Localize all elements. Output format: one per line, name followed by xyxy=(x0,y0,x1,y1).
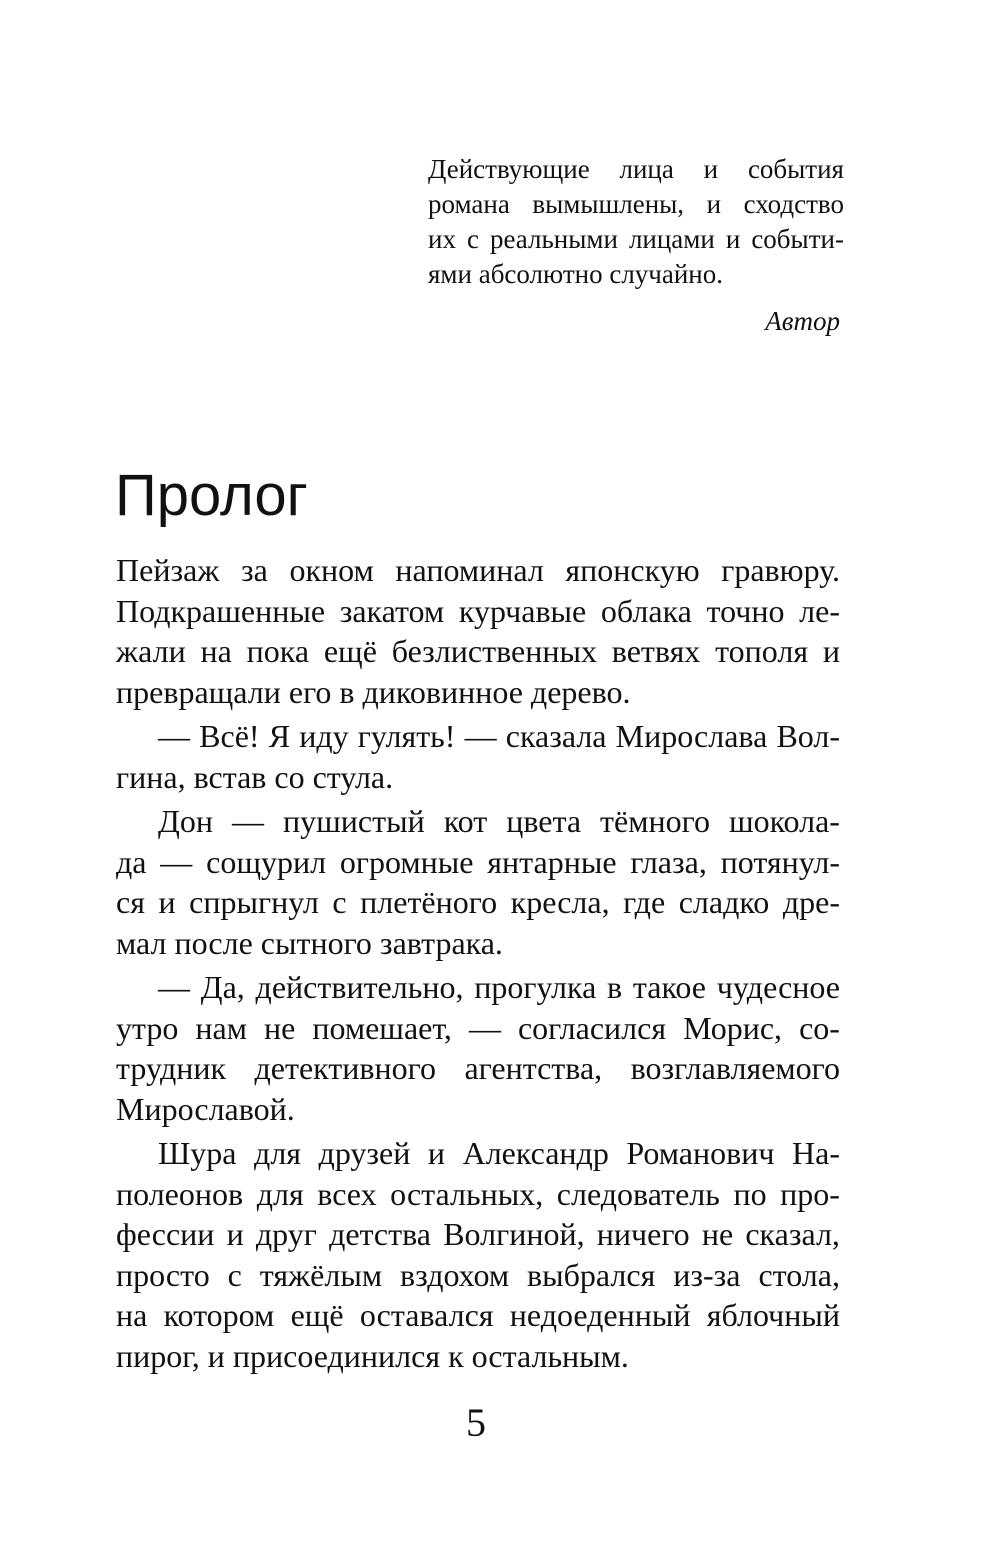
text-line: ся и спрыгнул с плетёного кресла, где сладко дре- xyxy=(116,884,840,920)
text-line: Дон — пушистый кот цвета тёмного шокола- xyxy=(158,803,840,839)
disclaimer-line: Действующие лица и события xyxy=(428,154,844,184)
disclaimer-line: романа вымышлены, и сходство xyxy=(428,189,844,219)
text-line: Шура для друзей и Александр Романович На- xyxy=(158,1135,840,1171)
text-line: трудник детективного агентства, возглавляемого xyxy=(116,1050,840,1086)
text-line: — Да, действительно, прогулка в такое чудесное xyxy=(158,969,840,1005)
text-line: Пейзаж за окном напоминал японскую гравюру. xyxy=(116,552,840,588)
text-line: да — сощурил огромные янтарные глаза, потянул- xyxy=(116,843,840,880)
paragraph xyxy=(116,801,840,963)
disclaimer-line: ями абсолютно случайно. xyxy=(428,259,724,289)
text-line: превращали его в диковинное дерево. xyxy=(116,673,631,710)
chapter-body xyxy=(116,550,840,1380)
paragraph xyxy=(116,967,840,1129)
text-line: мал после сытного завтрака. xyxy=(116,924,503,961)
text-line: на котором ещё оставался недоеденный яблочный xyxy=(116,1297,840,1333)
text-line: пирог, и присоединился к остальным. xyxy=(116,1337,629,1374)
text-line: жали на пока ещё безлиственных ветвях тополя и xyxy=(116,633,840,669)
chapter-title: Пролог xyxy=(115,463,308,528)
paragraph xyxy=(116,716,840,797)
text-line: Мирославой. xyxy=(116,1090,295,1127)
text-line: просто с тяжёлым вздохом выбрался из-за стола, xyxy=(116,1256,840,1293)
page-number: 5 xyxy=(466,1400,486,1445)
text-line: фессии и друг детства Волгиной, ничего не сказал, xyxy=(116,1216,840,1252)
text-line: Подкрашенные закатом курчавые облака точно ле- xyxy=(116,592,840,629)
text-line: утро нам не помешает, — согласился Морис, со- xyxy=(116,1009,840,1046)
text-line: гина, встав со стула. xyxy=(116,758,394,795)
disclaimer-line: их с реальными лицами и событи- xyxy=(428,224,844,254)
paragraph xyxy=(116,550,840,712)
disclaimer-epigraph xyxy=(428,152,844,339)
paragraph xyxy=(116,1133,840,1376)
disclaimer-author: Автор xyxy=(765,306,840,336)
text-line: полеонов для всех остальных, следователь по про- xyxy=(116,1175,840,1212)
text-line: — Всё! Я иду гулять! — сказала Мирослава Вол- xyxy=(158,718,840,754)
